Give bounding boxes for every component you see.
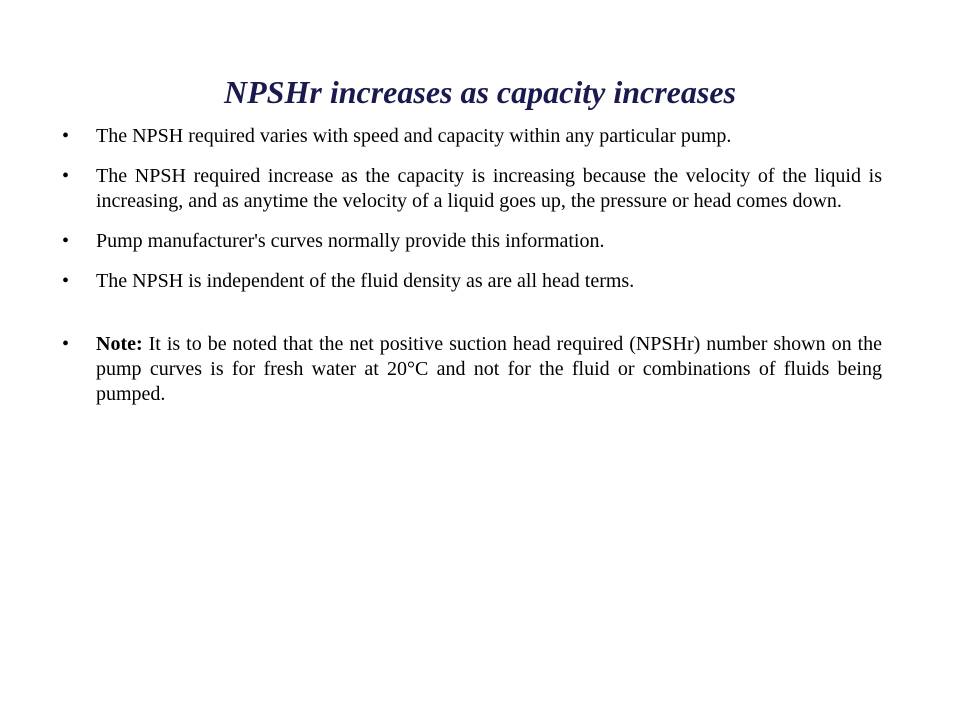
bullet-item — [58, 124, 882, 149]
bullet-text: The NPSH required increase as the capacity is increasing because the velocity of the liquid is increasing, and as anytime the velocity of a liquid goes up, the pressure or head comes down. — [96, 165, 882, 212]
note-label: Note: — [96, 333, 143, 355]
bullet-item — [58, 229, 882, 254]
bullet-item — [58, 164, 882, 214]
bullet-item — [58, 269, 882, 294]
bullet-icon: • — [62, 125, 70, 147]
slide-title: NPSHr increases as capacity increases — [224, 74, 736, 110]
bullet-text: Pump manufacturer's curves normally provide this information. — [96, 230, 605, 252]
bullet-icon: • — [62, 230, 70, 252]
bullet-list — [58, 124, 882, 422]
bullet-text: The NPSH required varies with speed and capacity within any particular pump. — [96, 125, 732, 147]
note-item — [58, 332, 882, 407]
bullet-icon: • — [62, 333, 70, 355]
note-text: It is to be noted that the net positive suction head required (NPSHr) number shown on the pump curves is for fresh water at 20°C and not for the fluid or combinations of fluids being pumped. — [96, 333, 882, 405]
bullet-icon: • — [62, 270, 70, 292]
bullet-icon: • — [62, 165, 70, 187]
bullet-text: The NPSH is independent of the fluid density as are all head terms. — [96, 270, 635, 292]
